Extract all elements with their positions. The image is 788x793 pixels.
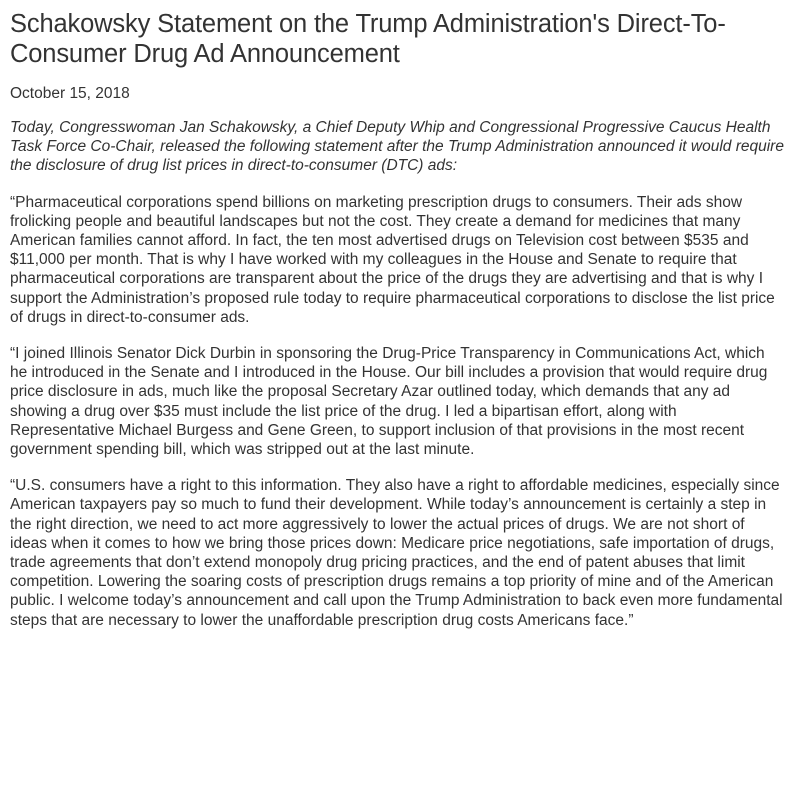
- page-title: Schakowsky Statement on the Trump Administration's Direct-To-Consumer Drug Ad Announcement: [10, 10, 726, 68]
- press-release-article: [10, 0, 785, 630]
- publish-date: October 15, 2018: [10, 85, 130, 102]
- statement-paragraph-2: “I joined Illinois Senator Dick Durbin in sponsoring the Drug-Price Transparency in Communications Act, which he introduced in the Senate and I introduced in the House. Our bill includes a provision that would require drug price disclosure in ads, much like the proposal Secretary Azar outlined today, which demands that any ad showing a drug over $35 must include the list price of the drug. I led a bipartisan effort, along with Representative Michael Burgess and Gene Green, to support inclusion of that provisions in the most recent government spending bill, which was stripped out at the last minute.: [10, 345, 768, 459]
- statement-paragraph-3: “U.S. consumers have a right to this information. They also have a right to affordable medicines, especially since American taxpayers pay so much to fund their development. While today’s announcement is certainly a step in the right direction, we need to act more aggressively to lower the actual prices of drugs. We are not short of ideas when it comes to how we bring those prices down: Medicare price negotiations, safe importation of drugs, trade agreements that don’t extend monopoly drug pricing practices, and the end of patent abuses that limit competition. Lowering the soaring costs of prescription drugs remains a top priority of mine and of the American public. I welcome today’s announcement and call upon the Trump Administration to back even more fundamental steps that are necessary to lower the unaffordable prescription drug costs Americans face.”: [10, 477, 783, 629]
- intro-paragraph: Today, Congresswoman Jan Schakowsky, a Chief Deputy Whip and Congressional Progressive Caucus Health Task Force Co-Chair, released the following statement after the Trump Administration announced it would require the disclosure of drug list prices in direct-to-consumer (DTC) ads:: [10, 119, 784, 175]
- statement-paragraph-1: “Pharmaceutical corporations spend billions on marketing prescription drugs to consumers. Their ads show frolicking people and beautiful landscapes but not the cost. They create a demand for medicines that many American families cannot afford. In fact, the ten most advertised drugs on Television cost between $535 and $11,000 per month. That is why I have worked with my colleagues in the House and Senate to require that pharmaceutical corporations are transparent about the price of the drugs they are advertising and that is why I support the Administration’s proposed rule today to require pharmaceutical corporations to disclose the list price of drugs in direct-to-consumer ads.: [10, 193, 775, 326]
